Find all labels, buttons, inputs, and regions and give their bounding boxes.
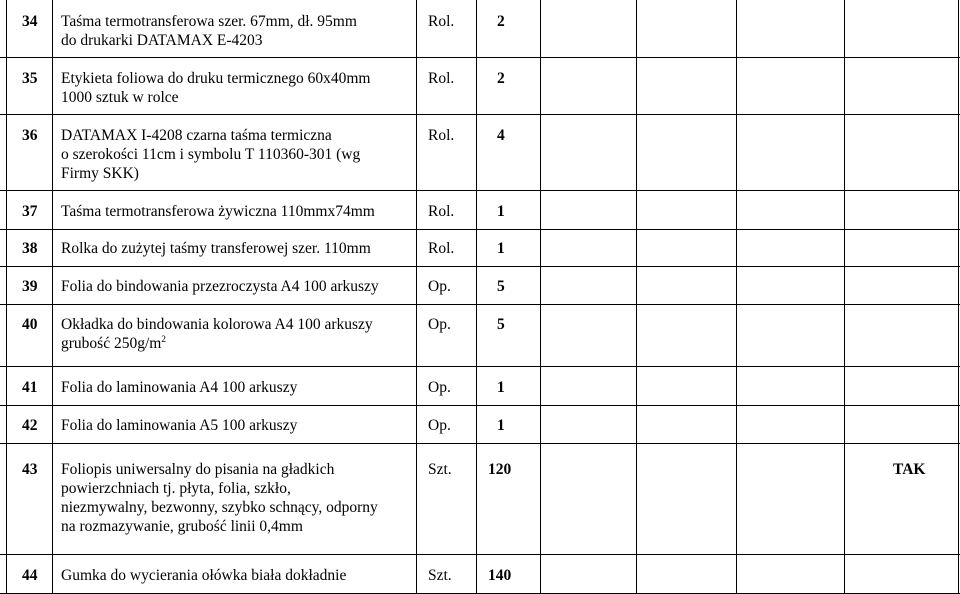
row-description-line: Foliopis uniwersalny do pisania na gładkich xyxy=(61,461,335,478)
row-unit: Rol. xyxy=(428,70,455,87)
grid-line xyxy=(0,114,960,115)
row-unit: Op. xyxy=(428,278,451,295)
grid-line xyxy=(476,0,477,594)
grid-line xyxy=(416,0,417,594)
superscript: 2 xyxy=(161,334,166,344)
row-description-line: Folia do bindowania przezroczysta A4 100 arkuszy xyxy=(61,278,379,295)
row-quantity: 1 xyxy=(497,240,505,257)
row-number: 38 xyxy=(22,240,38,257)
row-unit: Op. xyxy=(428,316,451,333)
row-description-line: 1000 sztuk w rolce xyxy=(61,89,179,106)
row-description-line: na rozmazywanie, grubość linii 0,4mm xyxy=(61,518,303,535)
grid-line xyxy=(540,0,541,594)
row-description-line: Gumka do wycierania ołówka biała dokładnie xyxy=(61,567,347,584)
grid-line xyxy=(0,190,960,191)
row-quantity: 1 xyxy=(497,379,505,396)
row-description-line xyxy=(61,334,166,353)
row-unit: Szt. xyxy=(428,461,452,478)
row-quantity: 1 xyxy=(497,417,505,434)
row-unit: Rol. xyxy=(428,203,455,220)
row-number: 42 xyxy=(22,417,38,434)
row-description-line: do drukarki DATAMAX E-4203 xyxy=(61,32,263,49)
grid-line xyxy=(0,229,960,230)
row-description-line: Okładka do bindowania kolorowa A4 100 arkuszy xyxy=(61,316,373,333)
row-unit: Op. xyxy=(428,417,451,434)
row-description-line: Folia do laminowania A4 100 arkuszy xyxy=(61,379,298,396)
row-description-text: grubość 250g/m xyxy=(61,335,162,352)
row-description-line: powierzchniach tj. płyta, folia, szkło, xyxy=(61,480,291,497)
row-number: 41 xyxy=(22,379,38,396)
grid-line xyxy=(958,0,959,594)
row-unit: Op. xyxy=(428,379,451,396)
row-description-line: Taśma termotransferowa szer. 67mm, dł. 95mm xyxy=(61,13,357,30)
grid-line xyxy=(0,554,960,555)
row-quantity: 2 xyxy=(497,13,505,30)
grid-line xyxy=(844,0,845,594)
grid-line xyxy=(52,0,53,594)
row-description-line: Firmy SKK) xyxy=(61,165,139,182)
grid-line xyxy=(0,266,960,267)
row-unit: Rol. xyxy=(428,127,455,144)
row-description-line: o szerokości 11cm i symbolu T 110360-301 (wg xyxy=(61,146,361,163)
grid-line xyxy=(0,57,960,58)
row-description-line: Etykieta foliowa do druku termicznego 60x40mm xyxy=(61,70,371,87)
row-quantity: 5 xyxy=(497,278,505,295)
row-description-line: Folia do laminowania A5 100 arkuszy xyxy=(61,417,298,434)
row-description-line: Taśma termotransferowa żywiczna 110mmx74mm xyxy=(61,203,375,220)
row-number: 43 xyxy=(22,461,38,478)
row-number: 35 xyxy=(22,70,38,87)
row-number: 36 xyxy=(22,127,38,144)
row-unit: Rol. xyxy=(428,240,455,257)
grid-line xyxy=(0,405,960,406)
row-unit: Rol. xyxy=(428,13,455,30)
row-quantity: 5 xyxy=(497,316,505,333)
row-unit: Szt. xyxy=(428,567,452,584)
row-description-line: Rolka do zużytej taśmy transferowej szer. 110mm xyxy=(61,240,371,257)
row-quantity: 2 xyxy=(497,70,505,87)
grid-line xyxy=(0,366,960,367)
row-extra-value: TAK xyxy=(893,461,926,478)
grid-line xyxy=(6,0,7,594)
row-quantity: 1 xyxy=(497,203,505,220)
row-quantity: 4 xyxy=(497,127,505,144)
row-number: 37 xyxy=(22,203,38,220)
row-quantity: 120 xyxy=(488,461,512,478)
row-number: 39 xyxy=(22,278,38,295)
grid-line xyxy=(636,0,637,594)
grid-line xyxy=(736,0,737,594)
grid-line xyxy=(0,443,960,444)
row-number: 44 xyxy=(22,567,38,584)
row-quantity: 140 xyxy=(488,567,512,584)
row-number: 40 xyxy=(22,316,38,333)
row-number: 34 xyxy=(22,13,38,30)
grid-line xyxy=(0,304,960,305)
row-description-line: niezmywalny, bezwonny, szybko schnący, odporny xyxy=(61,499,378,516)
row-description-line: DATAMAX I-4208 czarna taśma termiczna xyxy=(61,127,332,144)
